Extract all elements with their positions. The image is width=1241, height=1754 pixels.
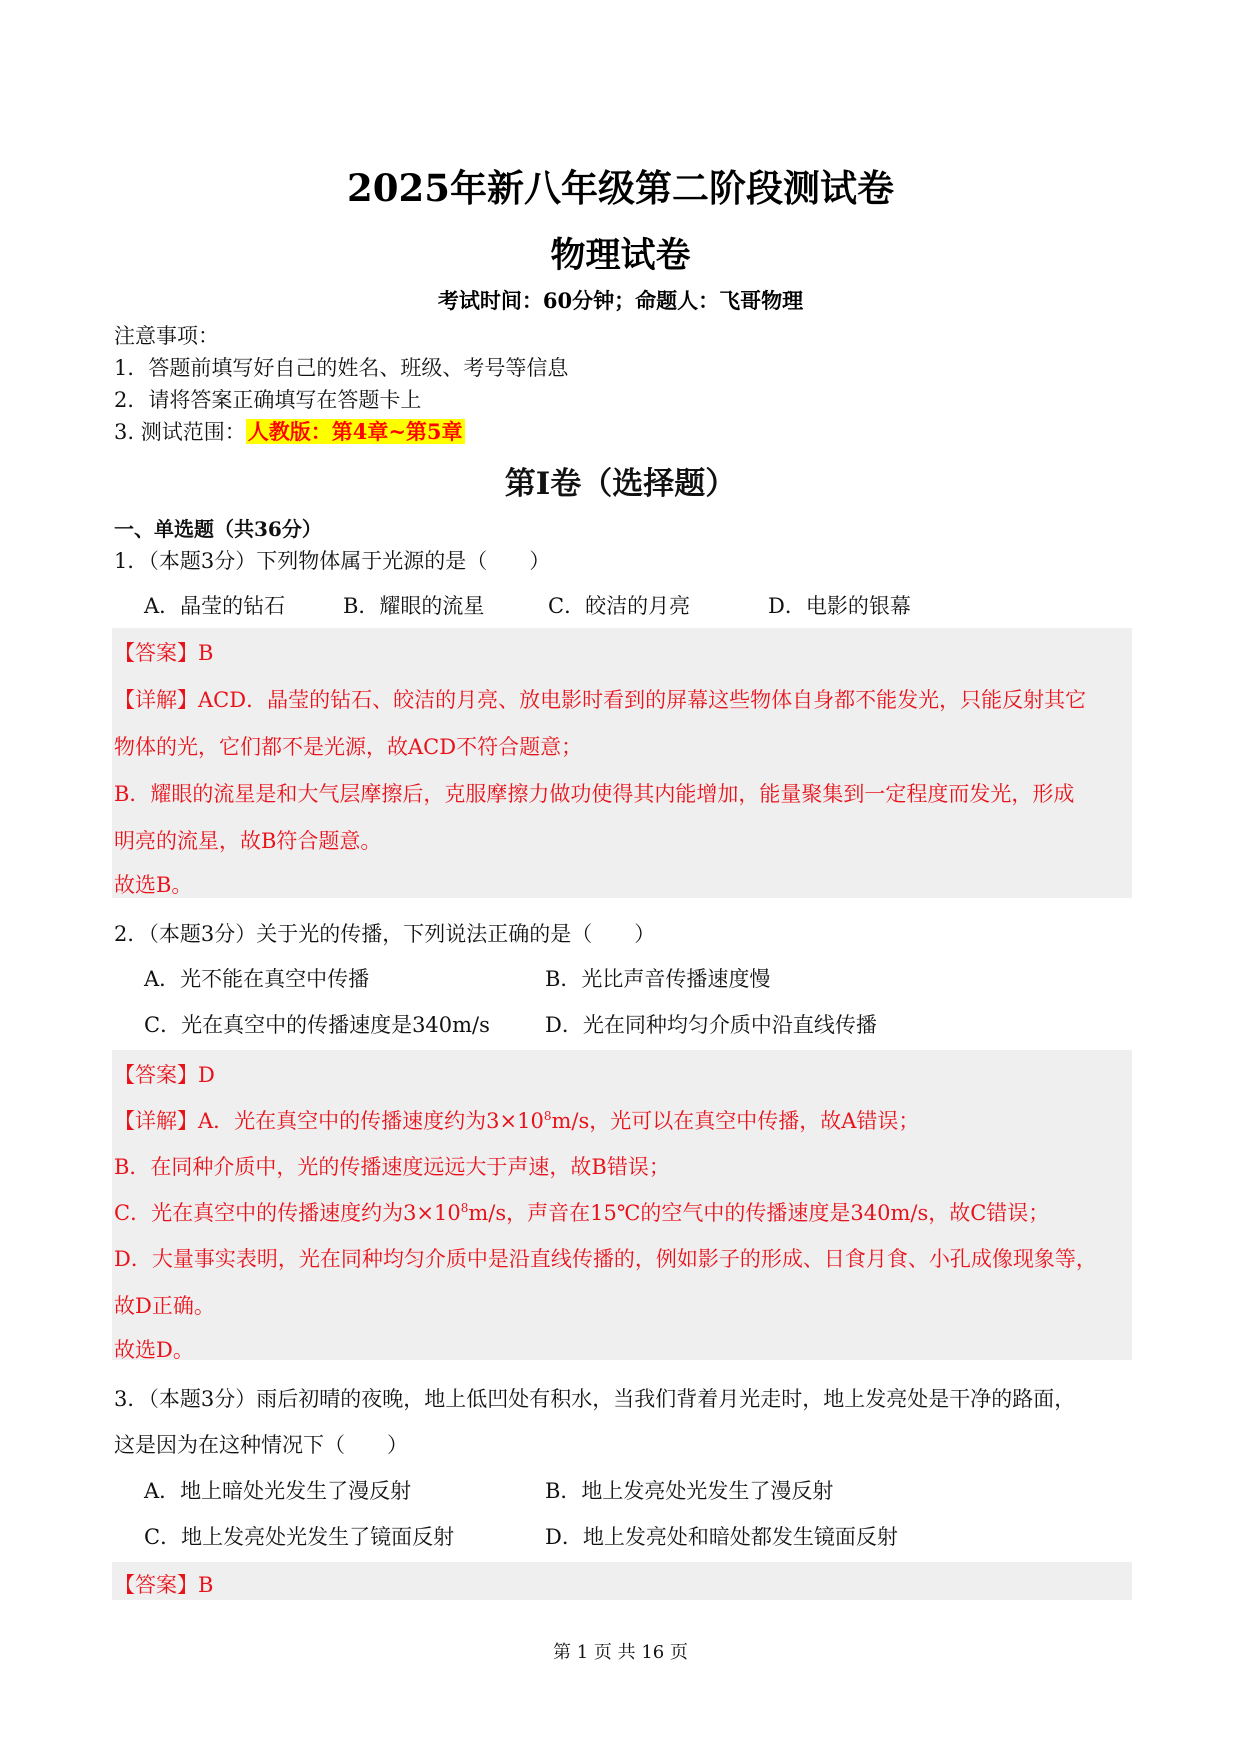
q2-explanation-3 — [114, 1197, 1049, 1227]
exam-info: 考试时间：60分钟；命题人：飞哥物理 — [437, 288, 804, 313]
q3-stem-2: 这是因为在这种情况下（ ） — [114, 1433, 408, 1457]
q2-explanation-1b: m/s，光可以在真空中传播，故A错误； — [551, 1109, 920, 1133]
q1-explanation-1: 【详解】ACD．晶莹的钻石、皎洁的月亮、放电影时看到的屏幕这些物体自身都不能发光，只能反射其它 — [114, 688, 1087, 712]
note-3 — [114, 416, 465, 446]
q2-explanation-2: B．在同种介质中，光的传播速度远远大于声速，故B错误； — [114, 1155, 670, 1179]
q2-exponent-1: 8 — [543, 1109, 552, 1123]
q1-option-b: B．耀眼的流星 — [343, 594, 485, 618]
q3-option-d: D．地上发亮处和暗处都发生镜面反射 — [545, 1525, 898, 1549]
q2-option-d: D．光在同种均匀介质中沿直线传播 — [545, 1013, 877, 1037]
q2-explanation-3b: m/s，声音在15℃的空气中的传播速度是340m/s，故C错误； — [468, 1201, 1050, 1225]
q1-explanation-3: B．耀眼的流星是和大气层摩擦后，克服摩擦力做功使得其内能增加，能量聚集到一定程度而发光，形成 — [114, 782, 1075, 806]
note-1: 1．答题前填写好自己的姓名、班级、考号等信息 — [114, 356, 569, 380]
test-scope-highlight: 人教版：第4章~第5章 — [247, 419, 463, 444]
q1-explanation-2: 物体的光，它们都不是光源，故ACD不符合题意； — [114, 735, 583, 759]
q2-answer: 【答案】D — [114, 1063, 215, 1087]
q2-option-c: C．光在真空中的传播速度是340m/s — [144, 1013, 490, 1037]
q1-explanation-5: 故选B。 — [114, 873, 193, 897]
q3-option-c: C．地上发亮处光发生了镜面反射 — [144, 1525, 455, 1549]
q3-stem-1: 3．（本题3分）雨后初晴的夜晚，地上低凹处有积水，当我们背着月光走时，地上发亮处是干净的路面， — [114, 1387, 1076, 1411]
note-2: 2．请将答案正确填写在答题卡上 — [114, 388, 422, 412]
exam-title: 2025年新八年级第二阶段测试卷 — [347, 166, 894, 210]
notes-heading: 注意事项： — [114, 324, 219, 348]
subject-title: 物理试卷 — [550, 235, 691, 276]
q1-stem: 1．（本题3分）下列物体属于光源的是（ ） — [114, 549, 551, 573]
q2-option-b: B．光比声音传播速度慢 — [545, 967, 771, 991]
q1-option-c: C．皎洁的月亮 — [548, 594, 691, 618]
q2-explanation-6: 故选D。 — [114, 1338, 194, 1362]
q3-answer: 【答案】B — [114, 1573, 214, 1597]
q2-explanation-1a: 【详解】A．光在真空中的传播速度约为3×10 — [114, 1109, 544, 1133]
q1-option-d: D．电影的银幕 — [768, 594, 911, 618]
q1-option-a: A．晶莹的钻石 — [144, 594, 286, 618]
q2-explanation-5: 故D正确。 — [114, 1294, 215, 1318]
q1-answer: 【答案】B — [114, 641, 214, 665]
q3-option-b: B．地上发亮处光发生了漫反射 — [545, 1479, 834, 1503]
q1-explanation-4: 明亮的流星，故B符合题意。 — [114, 829, 382, 853]
q2-stem: 2．（本题3分）关于光的传播，下列说法正确的是（ ） — [114, 922, 656, 946]
page-footer: 第 1 页 共 16 页 — [553, 1642, 688, 1663]
q2-explanation-3a: C．光在真空中的传播速度约为3×10 — [114, 1201, 461, 1225]
q2-explanation-1 — [114, 1105, 919, 1135]
q3-option-a: A．地上暗处光发生了漫反射 — [144, 1479, 412, 1503]
q3-answer-box — [112, 1562, 1132, 1600]
q2-exponent-3: 8 — [460, 1201, 469, 1215]
q2-explanation-4: D．大量事实表明，光在同种均匀介质中是沿直线传播的，例如影子的形成、日食月食、小孔成像现象等， — [114, 1247, 1097, 1271]
q2-option-a: A．光不能在真空中传播 — [144, 967, 370, 991]
section-title: 第Ⅰ卷（选择题） — [504, 466, 737, 502]
q1-answer-box — [112, 628, 1132, 898]
part1-heading: 一、单选题（共36分） — [114, 517, 322, 541]
note-3-prefix: 3. 测试范围： — [114, 420, 246, 444]
